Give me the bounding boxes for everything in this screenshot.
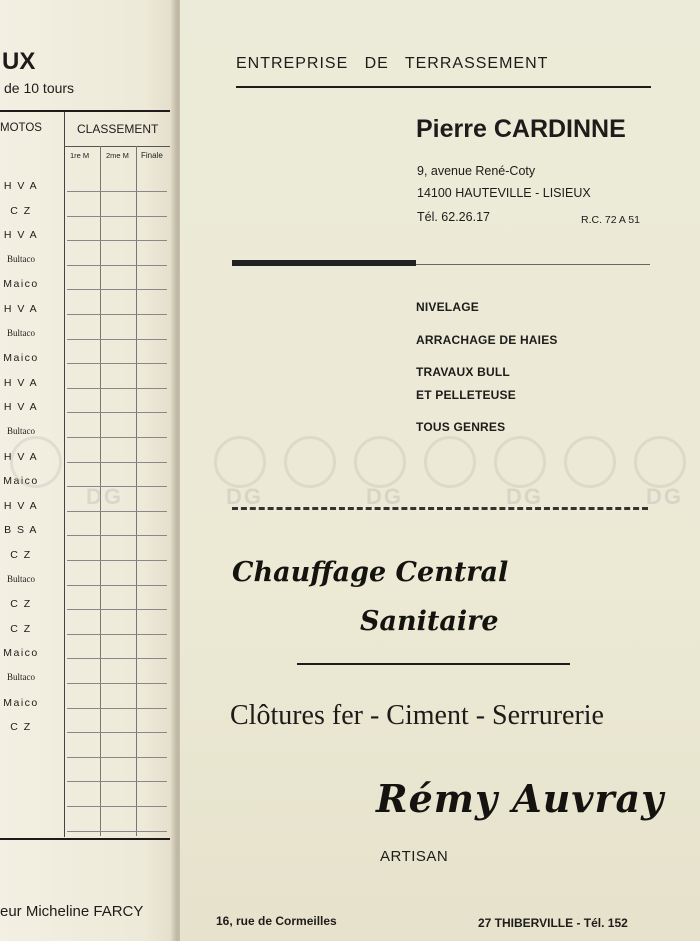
service-item: TRAVAUX BULL (416, 365, 510, 379)
moto-name: Maico (3, 696, 39, 709)
footer-left: 16, rue de Cormeilles (216, 914, 337, 928)
watermark-stamp (424, 436, 476, 488)
watermark-stamp (354, 436, 406, 488)
watermark-text: DG (646, 484, 683, 509)
left-footer: eur Micheline FARCY (0, 903, 144, 920)
moto-name: H V A (3, 229, 39, 242)
moto-name: Bultaco (7, 573, 35, 584)
script-line-2: Sanitaire (360, 606, 499, 637)
result-row-line (67, 216, 167, 217)
watermark-text: DG (366, 484, 403, 509)
result-row-line (67, 609, 167, 610)
watermark-stamp (564, 436, 616, 488)
moto-name: Bultaco (7, 426, 35, 436)
result-row-line (67, 437, 167, 438)
serif-line: Clôtures fer - Ciment - Serrurerie (230, 700, 604, 731)
address-line-2: 14100 HAUTEVILLE - LISIEUX (417, 186, 591, 200)
moto-name: H V A (3, 303, 39, 315)
table-bottom-rule (0, 838, 170, 840)
result-row-line (67, 265, 167, 266)
phone: Tél. 62.26.17 (417, 210, 490, 224)
result-row-line (67, 831, 167, 832)
service-item: NIVELAGE (416, 300, 479, 314)
result-row-line (67, 412, 167, 413)
thin-rule (416, 264, 650, 265)
sub-col-1: 1re M (70, 151, 90, 160)
script-line-1: Chauffage Central (232, 557, 509, 588)
result-row-line (67, 339, 167, 340)
service-item: ET PELLETEUSE (416, 388, 516, 402)
company-name: Pierre CARDINNE (416, 115, 626, 143)
moto-name: Bultaco (7, 327, 35, 338)
result-row-line (67, 634, 167, 635)
artisan-title: ARTISAN (380, 848, 449, 865)
script-rule (297, 663, 570, 665)
moto-name: Bultaco (7, 672, 35, 682)
moto-name: H V A (3, 180, 39, 192)
result-row-line (67, 585, 167, 586)
result-row-line (67, 388, 167, 389)
result-row-line (67, 806, 167, 807)
result-row-line (67, 781, 167, 782)
watermark-text: DG (86, 484, 123, 509)
result-row-line (67, 683, 167, 684)
moto-name: Bultaco (7, 253, 35, 264)
moto-name: Maico (3, 475, 39, 488)
service-item: ARRACHAGE DE HAIES (416, 333, 558, 347)
moto-name: C Z (10, 598, 32, 611)
result-row-line (67, 511, 167, 512)
watermark-stamp (214, 436, 266, 488)
dashed-rule (232, 507, 648, 510)
moto-name: C Z (10, 549, 32, 561)
header-text: ENTREPRISE DE TERRASSEMENT (236, 55, 549, 72)
moto-name: H V A (3, 376, 39, 389)
moto-name: Maico (3, 352, 39, 365)
moto-name: B S A (4, 524, 38, 537)
footer-right: 27 THIBERVILLE - Tél. 152 (478, 916, 628, 930)
moto-name: Maico (3, 278, 39, 291)
left-title: UX (2, 48, 36, 75)
sub-col-3: Finale (141, 151, 163, 160)
result-row-line (67, 708, 167, 709)
moto-name: H V A (3, 499, 39, 512)
watermark-text: DG (226, 484, 263, 509)
result-row-line (67, 462, 167, 463)
artisan-name: Rémy Auvray (376, 776, 665, 821)
result-row-line (67, 191, 167, 192)
watermark-stamp (284, 436, 336, 488)
service-item: TOUS GENRES (416, 420, 506, 434)
result-row-line (67, 535, 167, 536)
moto-name: C Z (10, 622, 32, 635)
moto-name: Maico (3, 647, 39, 660)
result-row-line (67, 314, 167, 315)
thick-rule (232, 260, 416, 266)
header-rule (236, 86, 651, 88)
result-row-line (67, 658, 167, 659)
watermark-text: DG (506, 484, 543, 509)
sub-col-2: 2me M (106, 151, 129, 160)
col-classement-header: CLASSEMENT (77, 122, 159, 136)
watermark-stamp (494, 436, 546, 488)
rc-number: R.C. 72 A 51 (581, 214, 640, 226)
result-row-line (67, 289, 167, 290)
result-row-line (67, 732, 167, 733)
left-subtitle: de 10 tours (4, 80, 75, 96)
result-row-line (67, 757, 167, 758)
col-motos-header: MOTOS (0, 122, 42, 134)
moto-name: C Z (10, 204, 32, 217)
result-row-line (67, 560, 167, 561)
watermark-stamp (10, 436, 62, 488)
moto-name: H V A (3, 450, 39, 463)
result-row-line (67, 240, 167, 241)
result-row-line (67, 363, 167, 364)
moto-name: C Z (10, 721, 32, 734)
watermark-stamp (634, 436, 686, 488)
moto-name: H V A (3, 401, 39, 414)
address-line-1: 9, avenue René-Coty (417, 164, 536, 178)
